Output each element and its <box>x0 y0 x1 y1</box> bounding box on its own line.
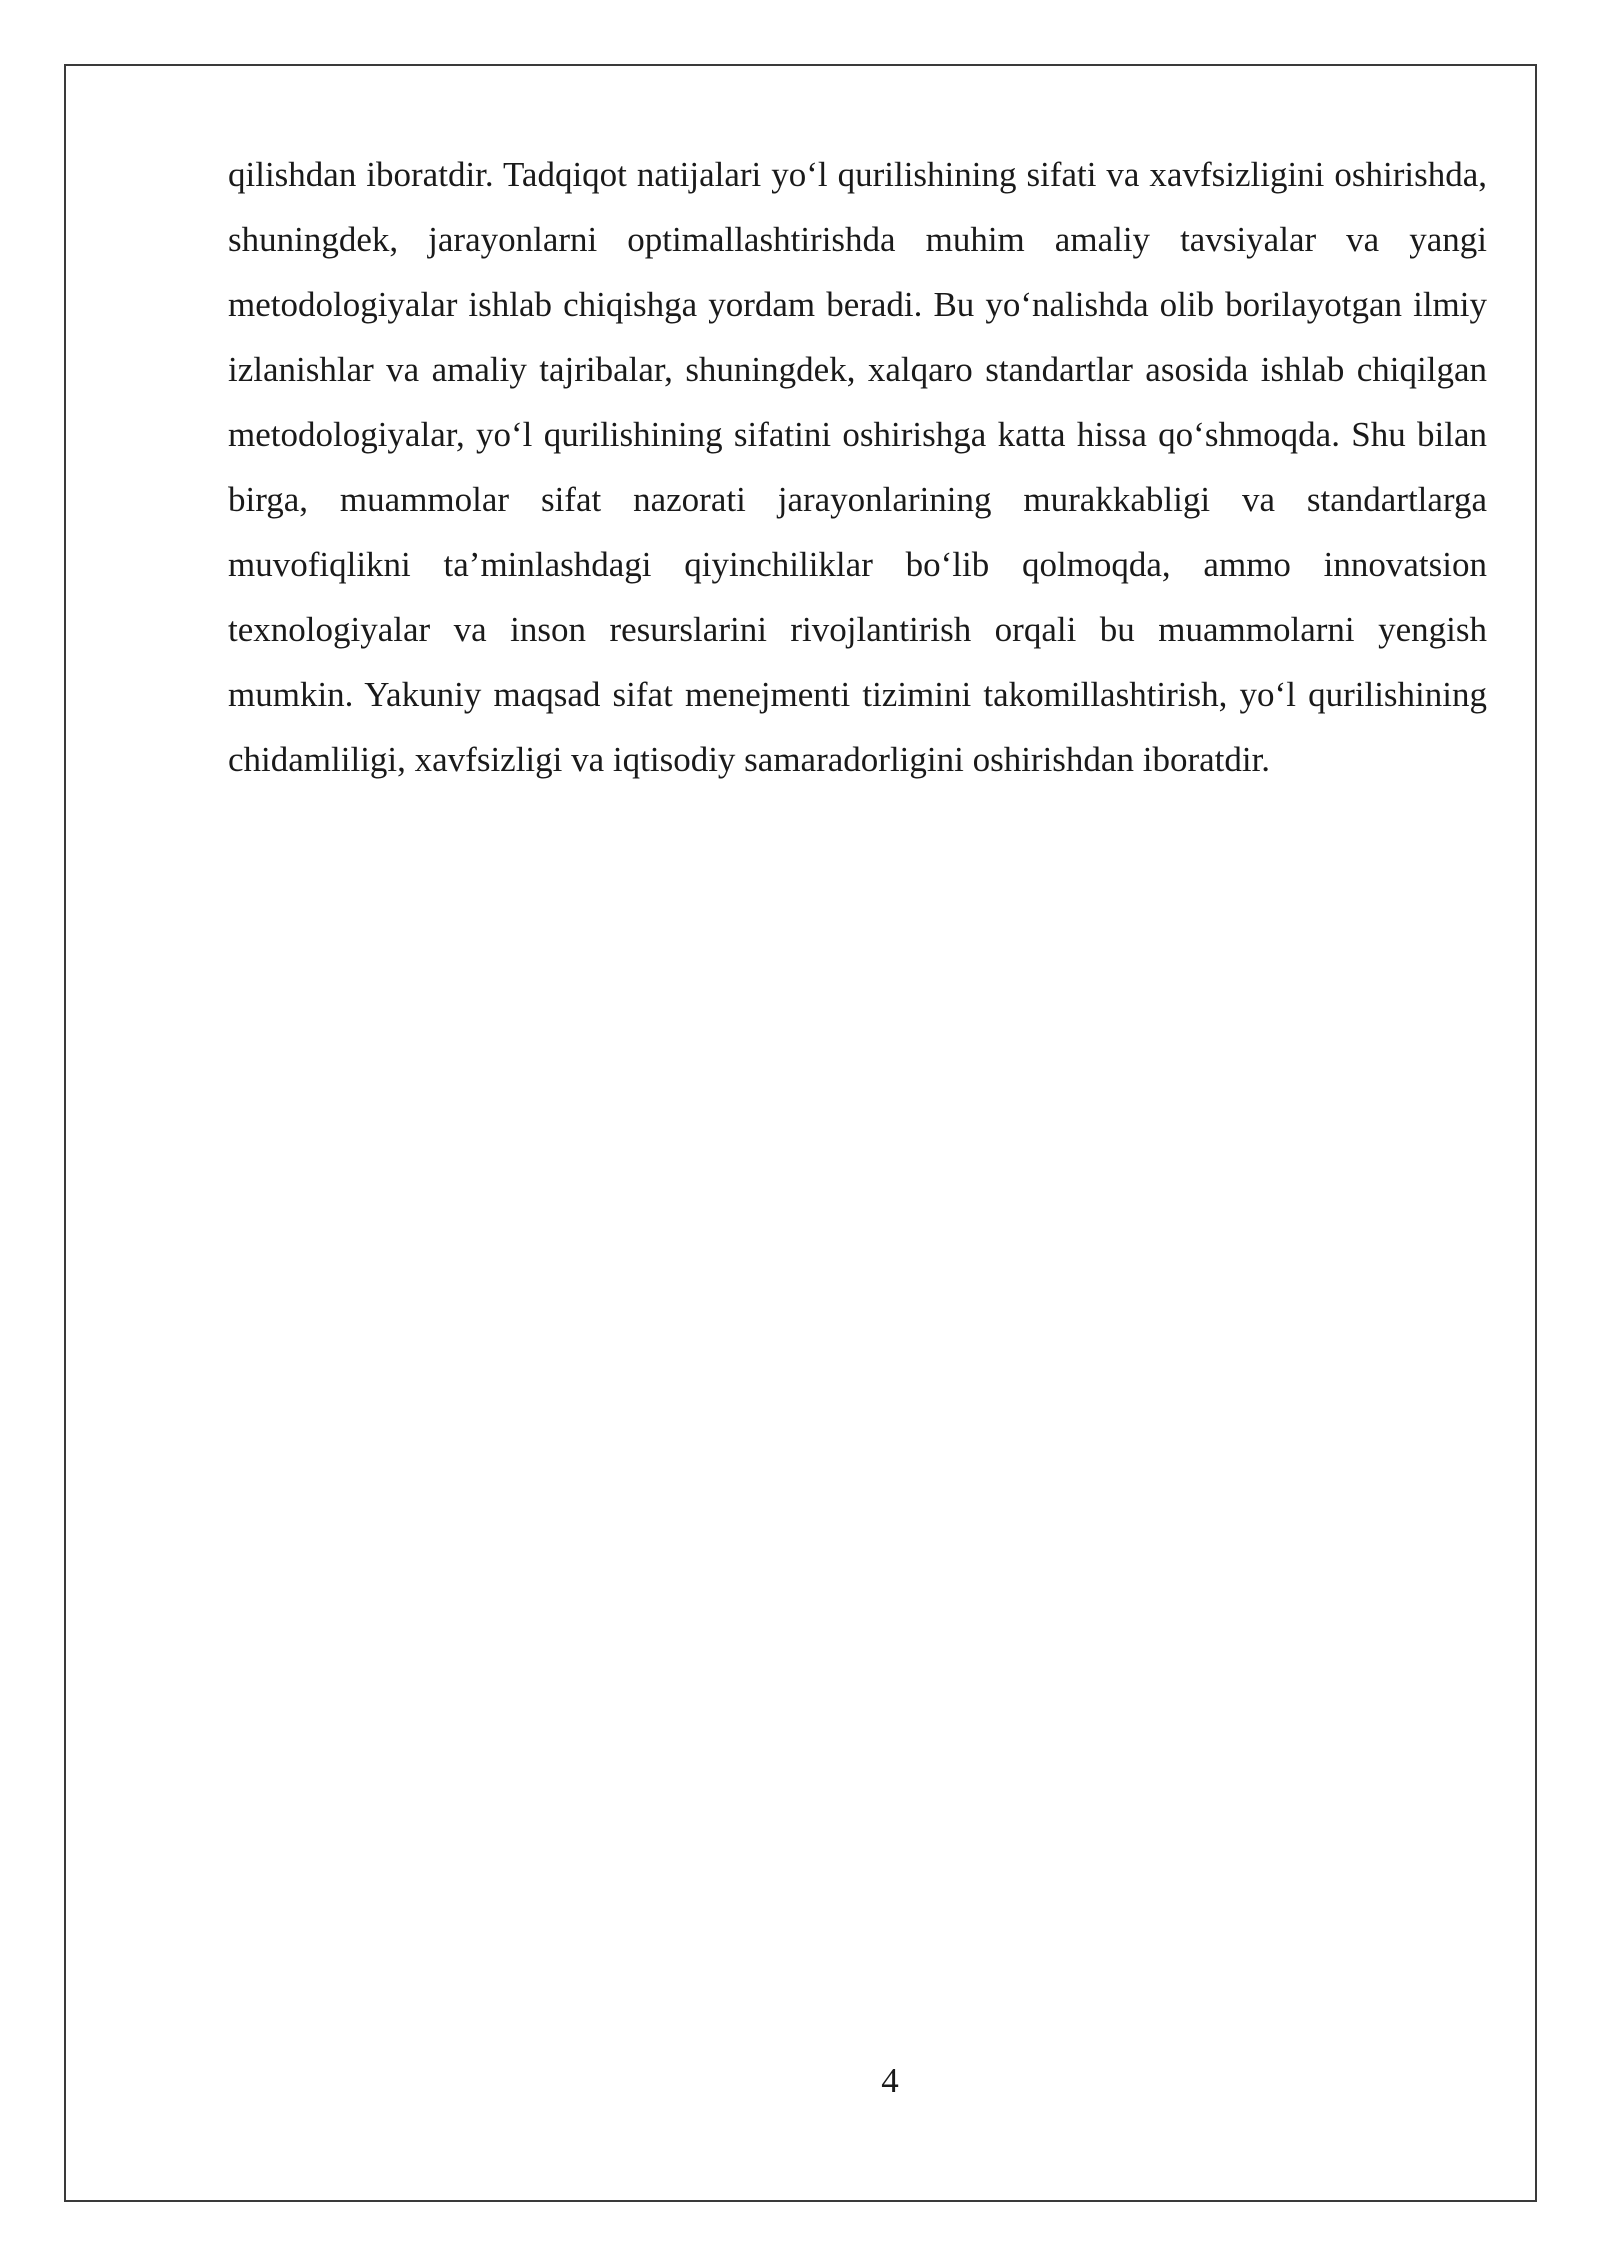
page-number: 4 <box>881 2061 899 2100</box>
body-paragraph: qilishdan iboratdir. Tadqiqot natijalari yo‘l qurilishining sifati va xavfsizligini oshirishda, shuningdek, jarayonlarni optimallashtirishda muhim amaliy tavsiyalar va yangi metodologiyalar ishlab chiqishga yordam beradi. Bu yo‘nalishda olib borilayotgan ilmiy izlanishlar va amaliy tajribalar, shuningdek, xalqaro standartlar asosida ishlab chiqilgan metodologiyalar, yo‘l qurilishining sifatini oshirishga katta hissa qo‘shmoqda. Shu bilan birga, muammolar sifat nazorati jarayonlarining murakkabligi va standartlarga muvofiqlikni ta’minlashdagi qiyinchiliklar bo‘lib qolmoqda, ammo innovatsion texnologiyalar va inson resurslarini rivojlantirish orqali bu muammolarni yengish mumkin. Yakuniy maqsad sifat menejmenti tizimini takomillashtirish, yo‘l qurilishining chidamliligi, xavfsizligi va iqtisodiy samaradorligini oshirishdan iboratdir. <box>228 155 1487 779</box>
